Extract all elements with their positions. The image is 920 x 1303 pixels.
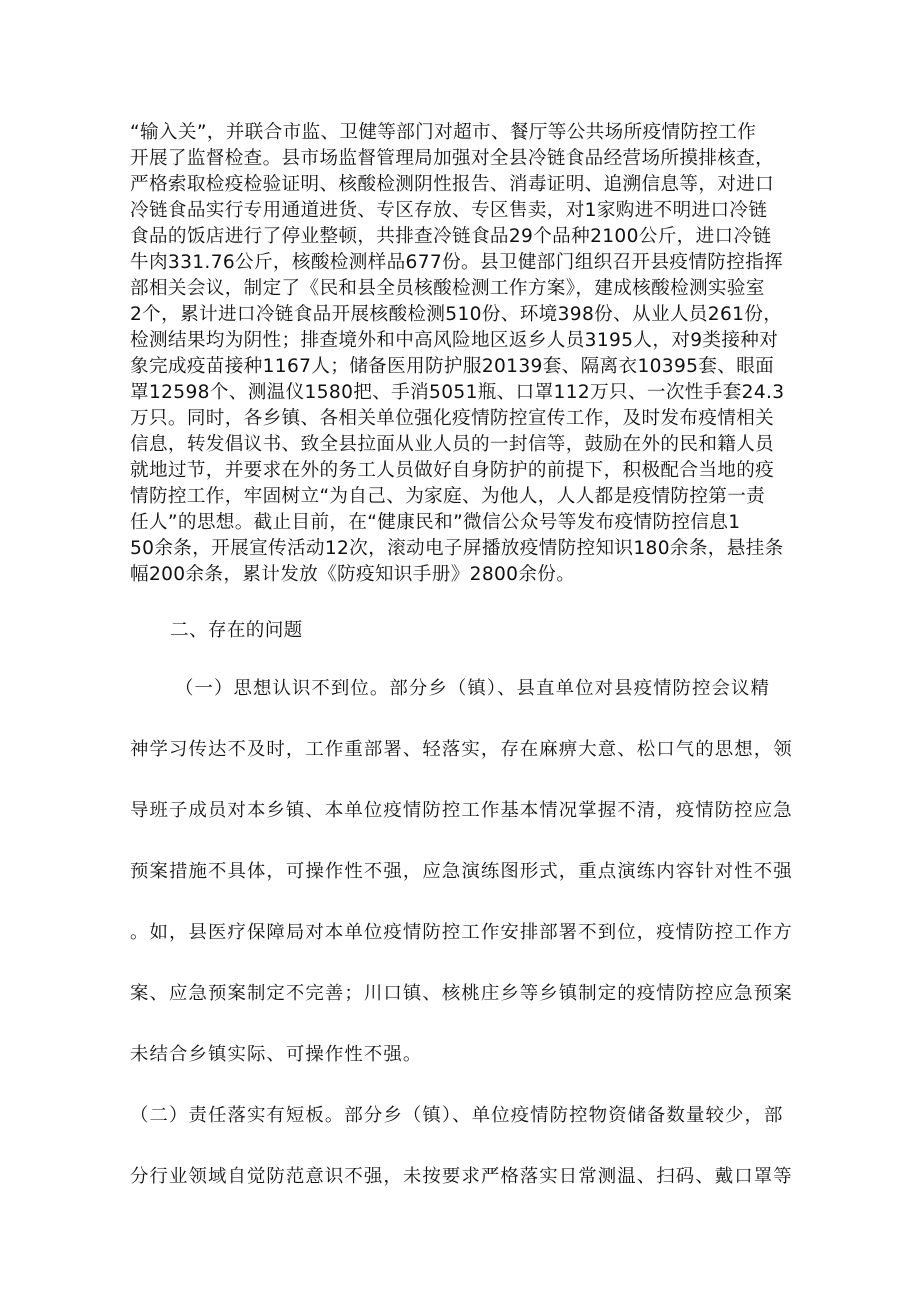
text-line: 冷链食品实行专用通道进货、专区存放、专区售卖，对1家购进不明进口冷链	[130, 200, 768, 221]
text-line: 罩12598个、测温仪1580把、手消5051瓶、口罩112万只、一次性手套24.3	[130, 382, 785, 403]
text-line: 未结合乡镇实际、可操作性不强。	[130, 1044, 423, 1065]
text-line: 导班子成员对本乡镇、本单位疫情防控工作基本情况掌握不清，疫情防控应急	[130, 800, 793, 821]
text-line: 牛肉331.76公斤，核酸检测样品677份。县卫健部门组织召开县疫情防控指挥	[130, 252, 784, 273]
text-line: 幅200余条，累计发放《防疫知识手册》2800余份。	[130, 564, 576, 585]
text-line: 检测结果均为阴性；排查境外和中高风险地区返乡人员3195人，对9类接种对	[130, 330, 779, 351]
text-line: 分行业领域自觉防范意识不强，未按要求严格落实日常测温、扫码、戴口罩等	[130, 1166, 793, 1187]
text-line: 食品的饭店进行了停业整顿，共排查冷链食品29个品种2100公斤，进口冷链	[130, 226, 772, 247]
text-line: 案、应急预案制定不完善；川口镇、核桃庄乡等乡镇制定的疫情防控应急预案	[130, 983, 793, 1004]
text-line: 50余条，开展宣传活动12次，滚动电子屏播放疫情防控知识180余条，悬挂条	[130, 538, 784, 559]
text-line: 预案措施不具体，可操作性不强，应急演练图形式，重点演练内容针对性不强	[130, 861, 793, 882]
text-line: 神学习传达不及时，工作重部署、轻落实，存在麻痹大意、松口气的思想，领	[130, 739, 793, 760]
section-heading: 二、存在的问题	[170, 620, 303, 641]
text-line: 2个，累计进口冷链食品开展核酸检测510份、环境398份、从业人员261份，	[130, 304, 783, 325]
text-line: （二）责任落实有短板。部分乡（镇）、单位疫情防控物资储备数量较少，部	[130, 1105, 784, 1126]
text-line: （一）思想认识不到位。部分乡（镇）、县直单位对县疫情防控会议精	[175, 678, 771, 699]
text-line: 开展了监督检查。县市场监督管理局加强对全县冷链食品经营场所摸排核查，	[130, 148, 775, 169]
text-line: “输入关”，并联合市监、卫健等部门对超市、餐厅等公共场所疫情防控工作	[130, 122, 757, 143]
text-line: 。如，县医疗保障局对本单位疫情防控工作安排部署不到位，疫情防控工作方	[130, 922, 793, 943]
text-line: 信息，转发倡议书、致全县拉面从业人员的一封信等，鼓励在外的民和籍人员	[130, 434, 775, 455]
text-line: 万只。同时，各乡镇、各相关单位强化疫情防控宣传工作，及时发布疫情相关	[130, 408, 775, 429]
text-line: 就地过节，并要求在外的务工人员做好自身防护的前提下，积极配合当地的疫	[130, 460, 775, 481]
text-line: 情防控工作，牢固树立“为自己、为家庭、为他人，人人都是疫情防控第一责	[130, 486, 766, 507]
text-line: 严格索取检疫检验证明、核酸检测阴性报告、消毒证明、追溯信息等，对进口	[130, 174, 775, 195]
text-line: 象完成疫苗接种1167人；储备医用防护服20139套、隔离衣10395套、眼面	[130, 356, 775, 377]
text-line: 部相关会议，制定了《民和县全员核酸检测工作方案》，建成核酸检测实验室	[130, 278, 765, 299]
text-line: 任人”的思想。截止目前，在“健康民和”微信公众号等发布疫情防控信息1	[130, 512, 741, 533]
